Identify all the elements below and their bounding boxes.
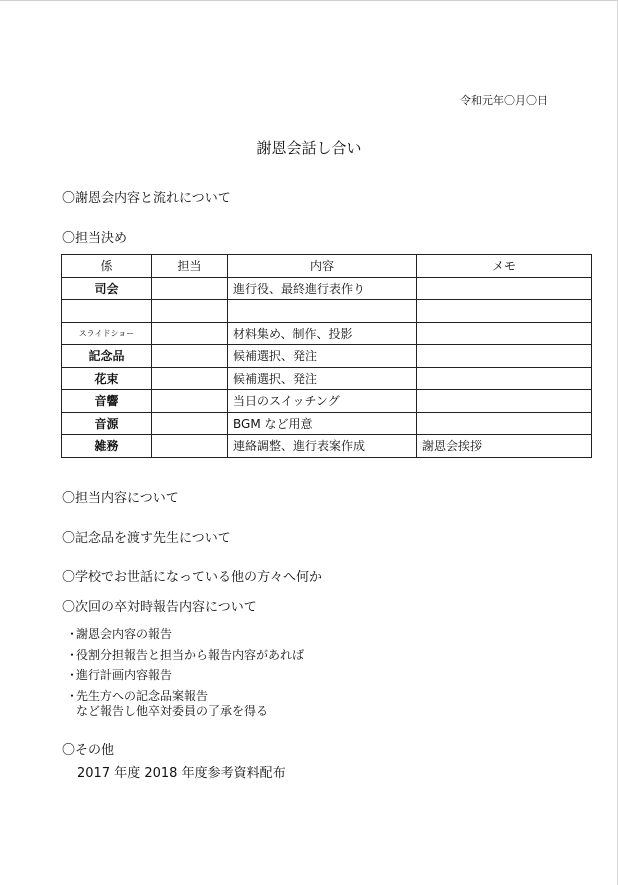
role-cell: 記念品 <box>62 345 152 368</box>
section-heading-gift-teachers: 〇記念品を渡す先生について <box>62 531 231 546</box>
table-row <box>62 300 592 323</box>
content-cell: BGM など用意 <box>228 412 417 435</box>
column-header-role: 係 <box>62 255 152 278</box>
column-header-content: 内容 <box>228 255 417 278</box>
list-item <box>66 665 304 686</box>
section-heading-next-report: 〇次回の卒対時報告内容について <box>62 600 257 615</box>
memo-cell <box>417 345 592 368</box>
person-cell <box>152 412 228 435</box>
memo-cell <box>417 367 592 390</box>
content-cell: 候補選択、発注 <box>228 345 417 368</box>
person-cell <box>152 345 228 368</box>
content-cell: 材料集め、制作、投影 <box>228 322 417 345</box>
table-row <box>62 435 592 458</box>
section-heading-other: 〇その他 <box>62 743 115 758</box>
list-item-text: 謝恩会内容の報告 <box>76 627 173 641</box>
assignment-table <box>61 254 592 458</box>
person-cell <box>152 322 228 345</box>
table-row <box>62 345 592 368</box>
column-header-person: 担当 <box>152 255 228 278</box>
section-heading-duty-details: 〇担当内容について <box>62 491 179 506</box>
page-edge <box>0 0 618 1</box>
section-heading-content-flow: 〇謝恩会内容と流れについて <box>62 191 231 206</box>
person-cell <box>152 390 228 413</box>
role-cell <box>62 300 152 323</box>
list-item <box>66 624 304 645</box>
memo-cell <box>417 300 592 323</box>
content-cell: 連絡調整、進行表案作成 <box>228 435 417 458</box>
table-header-row <box>62 255 592 278</box>
person-cell <box>152 435 228 458</box>
document-date: 令和元年〇月〇日 <box>460 94 548 107</box>
list-item <box>66 645 304 666</box>
role-cell: スライドショー <box>62 322 152 345</box>
section-heading-assignments: 〇担当決め <box>62 231 128 246</box>
list-item-text: 進行計画内容報告 <box>76 668 173 682</box>
person-cell <box>152 277 228 300</box>
table-row <box>62 367 592 390</box>
content-cell: 候補選択、発注 <box>228 367 417 390</box>
content-cell: 当日のスイッチング <box>228 390 417 413</box>
bullet-note: など報告し他卒対委員の了承を得る <box>76 704 269 718</box>
content-cell: 進行役、最終進行表作り <box>228 277 417 300</box>
memo-cell <box>417 390 592 413</box>
content-cell <box>228 300 417 323</box>
bullet-marker: ・ <box>66 627 79 641</box>
section-heading-others: 〇学校でお世話になっている他の方々へ何か <box>62 570 323 585</box>
reference-materials-text: 2017 年度 2018 年度参考資料配布 <box>77 766 286 781</box>
role-cell: 司会 <box>62 277 152 300</box>
table-row <box>62 412 592 435</box>
column-header-memo: メモ <box>417 255 592 278</box>
table-row <box>62 322 592 345</box>
memo-cell <box>417 277 592 300</box>
role-cell: 花束 <box>62 367 152 390</box>
bullet-marker: ・ <box>66 688 79 703</box>
list-item-text: 先生方への記念品案報告 <box>76 688 209 703</box>
list-item-text: 役割分担報告と担当から報告内容があれば <box>76 647 305 662</box>
table-row <box>62 277 592 300</box>
person-cell <box>152 367 228 390</box>
role-cell: 音源 <box>62 412 152 435</box>
memo-cell: 謝恩会挨拶 <box>417 435 592 458</box>
memo-cell <box>417 412 592 435</box>
bullet-marker: ・ <box>66 668 79 682</box>
memo-cell <box>417 322 592 345</box>
bullet-marker: ・ <box>66 647 79 662</box>
person-cell <box>152 300 228 323</box>
document-title: 謝恩会話し合い <box>256 139 362 157</box>
table-row <box>62 390 592 413</box>
role-cell: 音響 <box>62 390 152 413</box>
role-cell: 雑務 <box>62 435 152 458</box>
report-bullet-list <box>66 624 304 706</box>
